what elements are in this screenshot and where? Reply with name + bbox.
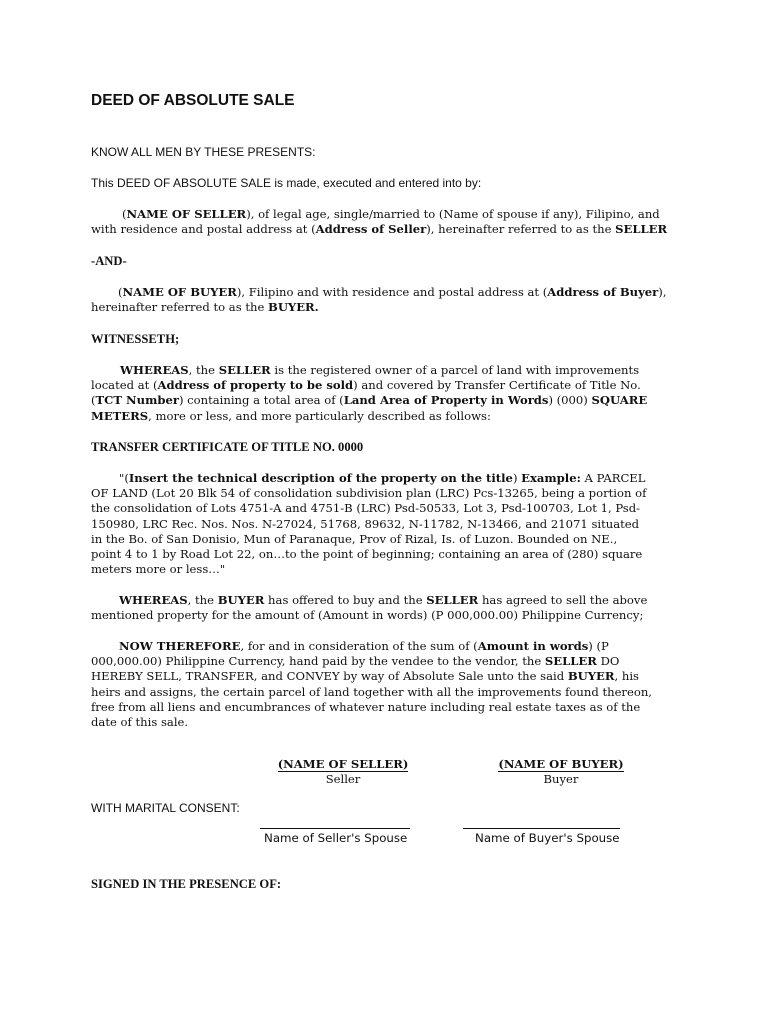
whereas1-line-1 bbox=[91, 363, 681, 378]
buyer-line-2 bbox=[91, 300, 681, 315]
intro-line: KNOW ALL MEN BY THESE PRESENTS: bbox=[91, 145, 316, 159]
tct-number-placeholder: TCT Number bbox=[95, 393, 179, 408]
text: ), hereinafter referred to as the bbox=[426, 222, 616, 237]
text: ) containing a total area of ( bbox=[178, 393, 344, 408]
now-therefore-keyword: NOW THEREFORE bbox=[119, 639, 241, 653]
buyer-signature-name: (NAME OF BUYER) bbox=[498, 757, 624, 771]
witnesseth-heading: WITNESSETH; bbox=[91, 332, 180, 346]
seller-signature-role: Seller bbox=[325, 772, 361, 786]
tech-line-5: in the Bo. of San Donisio, Mun of Paranaque, Prov of Rizal, Is. of Luzon. Bounded on NE., bbox=[91, 531, 618, 546]
signed-presence-heading: SIGNED IN THE PRESENCE OF: bbox=[91, 877, 282, 891]
text: ( bbox=[91, 393, 96, 408]
text-bold: METERS bbox=[91, 408, 149, 423]
now-therefore-paragraph bbox=[91, 639, 681, 730]
buyer-spouse-label: Name of Buyer's Spouse bbox=[475, 831, 620, 845]
text: ) bbox=[512, 471, 522, 485]
seller-paragraph bbox=[91, 207, 681, 237]
seller-term: SELLER bbox=[615, 222, 668, 237]
buyer-signature-role: Buyer bbox=[543, 772, 579, 786]
seller-term: SELLER bbox=[218, 363, 271, 377]
text: ), of legal age, single/married to (Name of spouse if any), Filipino, and bbox=[246, 207, 660, 221]
buyer-term: BUYER bbox=[217, 593, 265, 607]
seller-term: SELLER bbox=[544, 654, 597, 669]
marital-consent-label: WITH MARITAL CONSENT: bbox=[91, 801, 240, 815]
seller-spouse-label: Name of Seller's Spouse bbox=[264, 831, 408, 845]
buyer-signature-block bbox=[486, 757, 636, 787]
text: hereinafter referred to as the bbox=[91, 300, 269, 315]
text: ( bbox=[118, 285, 123, 299]
whereas2-line-2: mentioned property for the amount of (Amount in words) (P 000,000.00) Philippine Currency; bbox=[91, 608, 644, 623]
amount-placeholder: Amount in words bbox=[477, 639, 589, 653]
seller-term: SELLER bbox=[426, 593, 479, 607]
text: ), bbox=[658, 285, 667, 299]
nt-line-2 bbox=[91, 654, 681, 669]
tech-line-1 bbox=[91, 471, 681, 486]
nt-line-6: date of this sale. bbox=[91, 715, 189, 730]
text: , more or less, and more particularly described as follows: bbox=[148, 408, 491, 423]
seller-signature-name: (NAME OF SELLER) bbox=[277, 757, 409, 771]
nt-line-4: heirs and assigns, the certain parcel of land together with all the improvements found thereon, bbox=[91, 684, 652, 699]
text: HEREBY SELL, TRANSFER, and CONVEY by way of Absolute Sale unto the said bbox=[91, 669, 568, 684]
tech-line-6: point 4 to 1 by Road Lot 22, on…to the point of beginning; containing an area of (280) square bbox=[91, 547, 643, 562]
text: ) and covered by Transfer Certificate of Title No. bbox=[353, 378, 641, 393]
property-address-placeholder: Address of property to be sold bbox=[157, 378, 354, 393]
buyer-term: BUYER bbox=[567, 669, 615, 684]
text: has offered to buy and the bbox=[264, 593, 427, 607]
made-by-line: This DEED OF ABSOLUTE SALE is made, executed and entered into by: bbox=[91, 176, 482, 190]
seller-name-placeholder: NAME OF SELLER bbox=[126, 207, 247, 221]
nt-line-1 bbox=[91, 639, 681, 654]
seller-signature-block bbox=[268, 757, 418, 787]
land-area-placeholder: Land Area of Property in Words bbox=[343, 393, 549, 408]
whereas-owner-paragraph bbox=[91, 363, 681, 424]
buyer-address-placeholder: Address of Buyer bbox=[547, 285, 659, 299]
text: A PARCEL bbox=[580, 471, 646, 485]
text: ) (000) bbox=[548, 393, 592, 408]
buyer-term: BUYER. bbox=[268, 300, 319, 315]
text: with residence and postal address at ( bbox=[91, 222, 316, 237]
whereas1-line-3 bbox=[91, 393, 681, 408]
technical-description bbox=[91, 471, 681, 577]
example-label: Example: bbox=[521, 471, 581, 485]
buyer-line-1 bbox=[91, 285, 681, 300]
whereas1-line-2 bbox=[91, 378, 681, 393]
text: ), Filipino and with residence and postal address at ( bbox=[236, 285, 548, 299]
text: , the bbox=[188, 363, 219, 377]
text: ( bbox=[122, 207, 127, 221]
text-bold: SQUARE bbox=[591, 393, 648, 408]
text: located at ( bbox=[91, 378, 158, 393]
buyer-paragraph bbox=[91, 285, 681, 315]
tech-line-3: the consolidation of Lots 4751-A and 4751-B (LRC) Psd-50533, Lot 3, Psd-100703, Lot 1, Psd- bbox=[91, 501, 641, 516]
whereas1-line-4 bbox=[91, 409, 681, 424]
text: is the registered owner of a parcel of land with improvements bbox=[270, 363, 640, 377]
tct-heading: TRANSFER CERTIFICATE OF TITLE NO. 0000 bbox=[91, 440, 364, 454]
text: "( bbox=[119, 471, 129, 485]
text: has agreed to sell the above bbox=[478, 593, 648, 607]
page-title: DEED OF ABSOLUTE SALE bbox=[91, 92, 295, 109]
seller-address-placeholder: Address of Seller bbox=[315, 222, 427, 237]
tech-line-2: OF LAND (Lot 20 Blk 54 of consolidation subdivision plan (LRC) Pcs-13265, being a portion of bbox=[91, 486, 647, 501]
seller-spouse-signature-line bbox=[260, 828, 410, 829]
text: ) (P bbox=[588, 639, 609, 653]
tech-line-7: meters more or less…" bbox=[91, 562, 226, 577]
whereas2-line-1 bbox=[91, 593, 681, 608]
text: , the bbox=[187, 593, 218, 607]
whereas-offer-paragraph bbox=[91, 593, 681, 623]
whereas-keyword: WHEREAS bbox=[119, 593, 188, 607]
text: 000,000.00) Philippine Currency, hand paid by the vendee to the vendor, the bbox=[91, 654, 545, 669]
insert-instruction: Insert the technical description of the property on the title bbox=[128, 471, 513, 485]
buyer-spouse-signature-line bbox=[463, 828, 620, 829]
text: , his bbox=[614, 669, 639, 684]
whereas-keyword: WHEREAS bbox=[120, 363, 189, 377]
text: , for and in consideration of the sum of ( bbox=[240, 639, 478, 653]
seller-line-2 bbox=[91, 222, 681, 237]
seller-line-1 bbox=[91, 207, 681, 222]
text: DO bbox=[596, 654, 620, 669]
nt-line-5: free from all liens and encumbrances of whatever nature including real estate taxes as of the bbox=[91, 699, 641, 714]
tech-line-4: 150980, LRC Rec. Nos. Nos. N-27024, 51768, 89632, N-11782, N-13466, and 21071 situated bbox=[91, 516, 640, 531]
buyer-name-placeholder: NAME OF BUYER bbox=[122, 285, 237, 299]
nt-line-3 bbox=[91, 669, 681, 684]
and-separator: -AND- bbox=[91, 254, 127, 268]
